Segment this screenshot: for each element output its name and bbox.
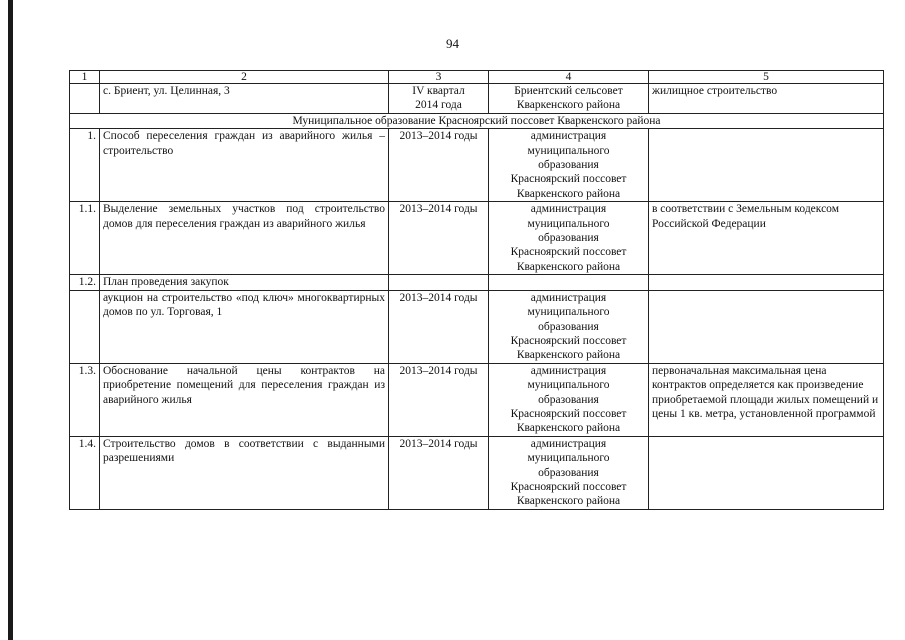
row-note	[649, 436, 884, 509]
header-cell-1: 1	[70, 71, 100, 84]
header-cell-3: 3	[389, 71, 489, 84]
section-row	[70, 113, 884, 128]
row-description: Выделение земельных участков под строительство домов для переселения граждан из аварийного жилья	[100, 202, 389, 275]
row-number: 1.2.	[70, 275, 100, 290]
row-period: 2013–2014 годы	[389, 290, 489, 363]
row-executor	[489, 275, 649, 290]
scan-edge-line	[8, 0, 13, 640]
row-description: Способ переселения граждан из аварийного жилья – строительство	[100, 129, 389, 202]
row-number: 1.	[70, 129, 100, 202]
row-description: аукцион на строительство «под ключ» многоквартирных домов по ул. Торговая, 1	[100, 290, 389, 363]
row-note	[649, 129, 884, 202]
row-number	[70, 84, 100, 114]
header-row	[70, 71, 884, 84]
table-row	[70, 436, 884, 509]
row-description: План проведения закупок	[100, 275, 389, 290]
row-executor: администрация муниципального образования Красноярский поссовет Кваркенского района	[489, 290, 649, 363]
row-period: IV квартал 2014 года	[389, 84, 489, 114]
row-number: 1.1.	[70, 202, 100, 275]
row-note: первоначальная максимальная цена контрактов определяется как произведение приобретаемой площади жилых помещений и цены 1 кв. метра, установленной программой	[649, 363, 884, 436]
row-note: в соответствии с Земельным кодексом Российской Федерации	[649, 202, 884, 275]
row-note: жилищное строительство	[649, 84, 884, 114]
row-executor: администрация муниципального образования Красноярский поссовет Кваркенского района	[489, 202, 649, 275]
row-number: 1.3.	[70, 363, 100, 436]
row-executor: администрация муниципального образования Красноярский поссовет Кваркенского района	[489, 436, 649, 509]
row-note	[649, 290, 884, 363]
table-row	[70, 363, 884, 436]
header-cell-2: 2	[100, 71, 389, 84]
row-description: Строительство домов в соответствии с выданными разрешениями	[100, 436, 389, 509]
section-title: Муниципальное образование Красноярский поссовет Кваркенского района	[70, 113, 884, 128]
row-period: 2013–2014 годы	[389, 129, 489, 202]
table-row	[70, 275, 884, 290]
row-note	[649, 275, 884, 290]
row-period: 2013–2014 годы	[389, 202, 489, 275]
row-executor: администрация муниципального образования Красноярский поссовет Кваркенского района	[489, 129, 649, 202]
page-number: 94	[446, 36, 459, 51]
header-cell-5: 5	[649, 71, 884, 84]
row-number	[70, 290, 100, 363]
table-row	[70, 202, 884, 275]
row-executor: администрация муниципального образования Красноярский поссовет Кваркенского района	[489, 363, 649, 436]
row-period: 2013–2014 годы	[389, 436, 489, 509]
header-cell-4: 4	[489, 71, 649, 84]
row-executor: Бриентский сельсовет Кваркенского района	[489, 84, 649, 114]
row-number: 1.4.	[70, 436, 100, 509]
table-row	[70, 290, 884, 363]
row-period	[389, 275, 489, 290]
row-period: 2013–2014 годы	[389, 363, 489, 436]
table-row	[70, 129, 884, 202]
program-table	[69, 70, 884, 510]
row-description: с. Бриент, ул. Целинная, 3	[100, 84, 389, 114]
table-row-intro	[70, 84, 884, 114]
row-description: Обоснование начальной цены контрактов на приобретение помещений для переселения граждан из аварийного жилья	[100, 363, 389, 436]
